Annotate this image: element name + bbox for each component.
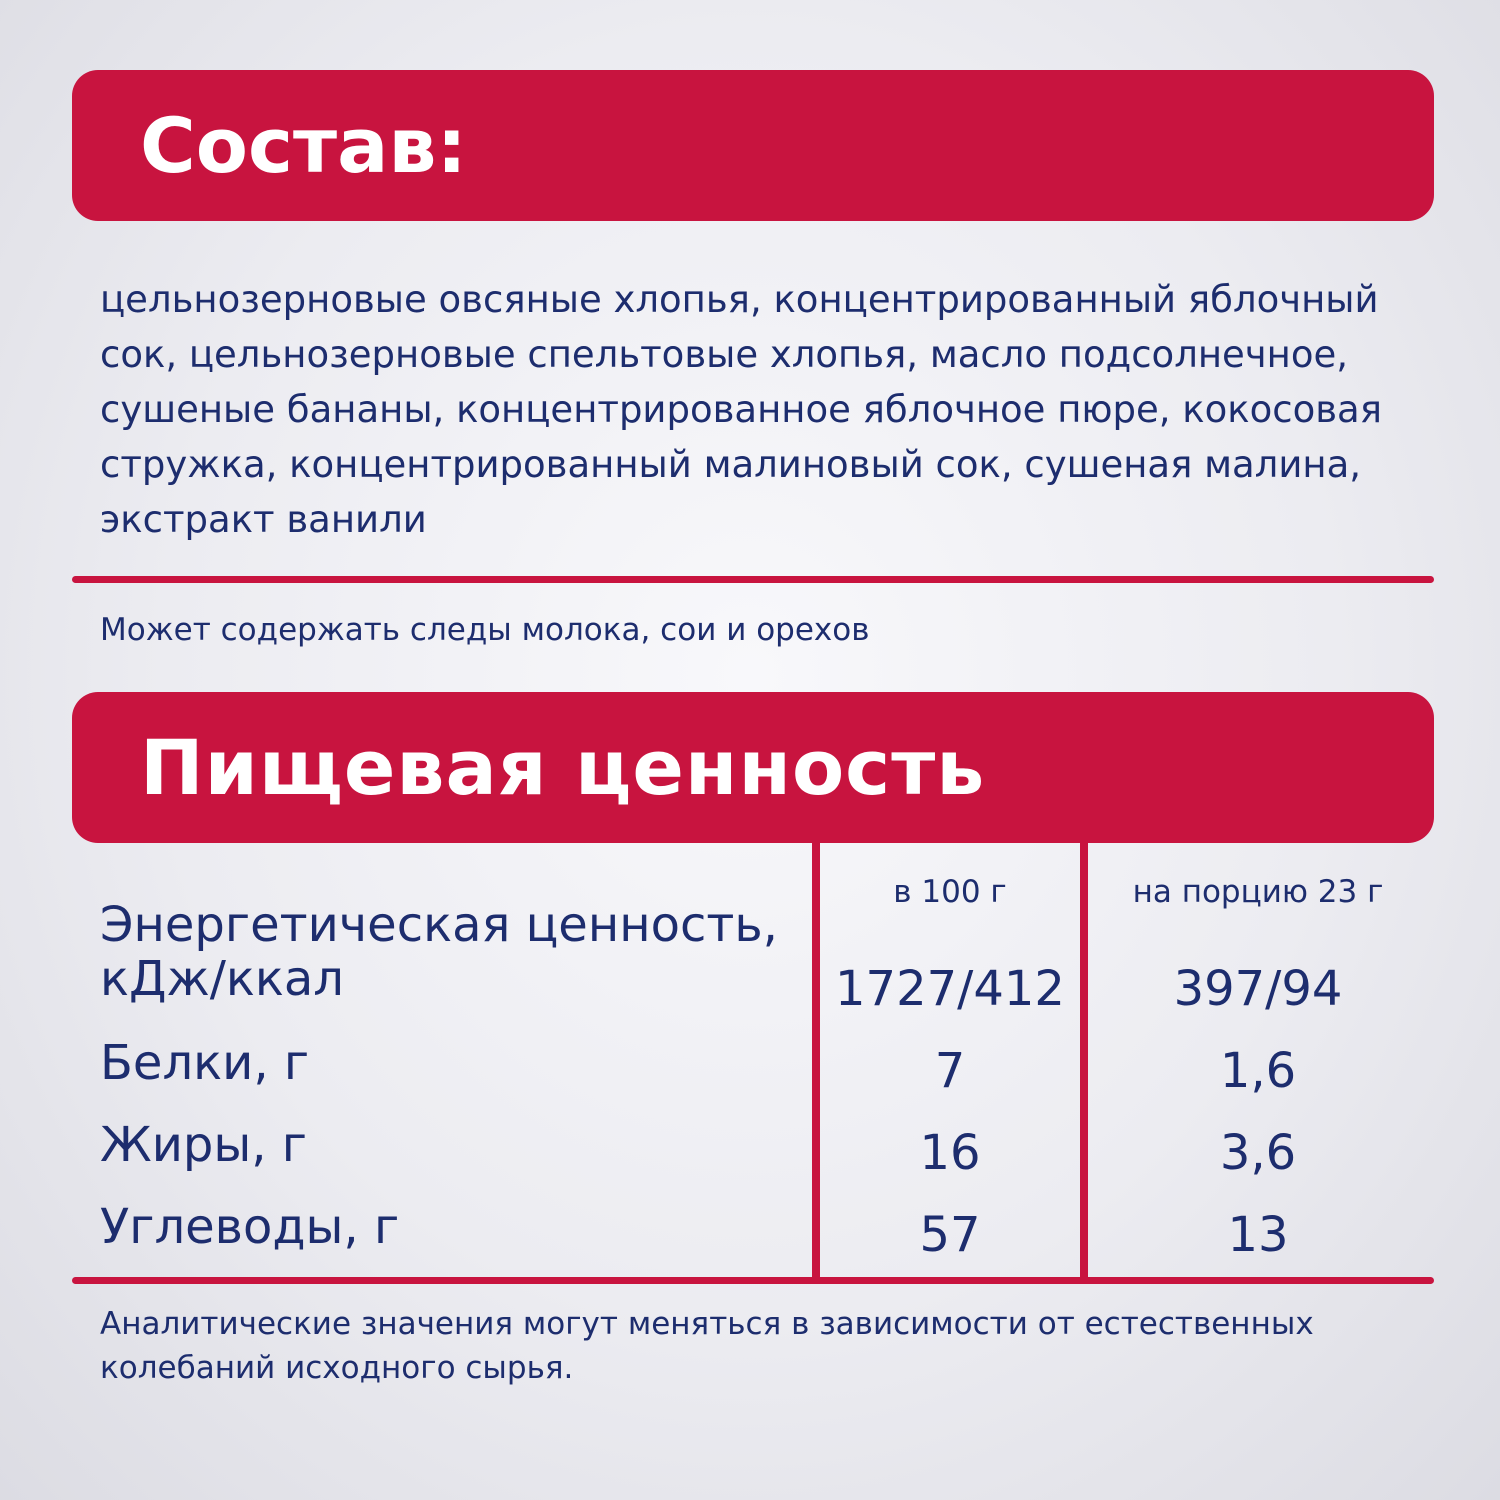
- nutrition-title: Пищевая ценность: [140, 722, 986, 812]
- row-label-energy: Энергетическая ценность, кДж/ккал: [100, 897, 778, 1007]
- value-protein-portion: 1,6: [1219, 1043, 1297, 1099]
- nutrition-header: [72, 692, 1434, 843]
- table-column-divider: [1080, 843, 1088, 1277]
- value-energy-portion: 397/94: [1173, 961, 1343, 1017]
- table-column-divider: [812, 843, 820, 1277]
- column-header-per-portion: на порцию 23 г: [1132, 874, 1384, 910]
- footnote-text: Аналитические значения могут меняться в зависимости от естественных колебаний исходного сырья.: [100, 1306, 1314, 1386]
- value-protein-100g: 7: [934, 1043, 966, 1099]
- row-label-fat: Жиры, г: [100, 1117, 307, 1173]
- allergen-note: Может содержать следы молока, сои и орехов: [100, 612, 870, 648]
- value-carbs-portion: 13: [1227, 1207, 1289, 1263]
- value-fat-portion: 3,6: [1219, 1125, 1297, 1181]
- value-carbs-100g: 57: [919, 1207, 981, 1263]
- row-label-protein: Белки, г: [100, 1035, 310, 1091]
- divider-line: [72, 576, 1434, 583]
- ingredients-text: цельнозерновые овсяные хлопья, концентрированный яблочный сок, цельнозерновые спельтовые хлопья, масло подсолнечное, сушеные бананы, концентрированное яблочное пюре, кокосовая стружка, концентрированный малиновый сок, сушеная малина, экстракт ванили: [100, 278, 1382, 541]
- value-fat-100g: 16: [919, 1125, 981, 1181]
- composition-title: Состав:: [140, 100, 467, 190]
- table-bottom-line: [72, 1277, 1434, 1284]
- value-energy-100g: 1727/412: [835, 961, 1065, 1017]
- composition-header: [72, 70, 1434, 221]
- column-header-per-100g: в 100 г: [893, 874, 1007, 910]
- row-label-carbs: Углеводы, г: [100, 1199, 400, 1255]
